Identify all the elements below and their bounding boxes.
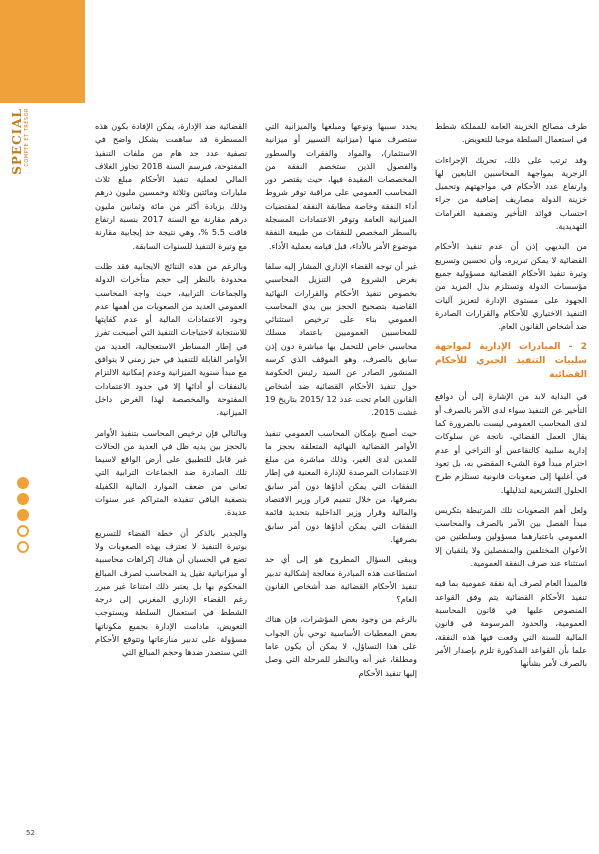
- page-number: 52: [26, 829, 35, 837]
- article-body: [95, 120, 587, 840]
- column-left: [95, 120, 247, 840]
- dot-2: [17, 493, 29, 505]
- column-right: [435, 120, 587, 840]
- paragraph: حيث أصبح بإمكان المحاسب العمومي تنفيذ الأوامر القضائية النهائية المتعلقة بحجز ما للمدين لدى الغير، وذلك مباشرة من مبلغ الاعتمادات المرصدة للإدارة المعنية في إطار النفقات التي يمكن أداؤها دون أمر سابق بصرفها، من خلال تتميم قرار وزير الاقتصاد والمالية وقرار وزير الداخلية بتحديد قائمة النفقات التي يمكن أداؤها دون أمر سابق بصرفها.: [265, 427, 417, 544]
- special-subtitle: COMPTE ET TRÉSOR: [24, 108, 30, 167]
- paragraph: بالرغم من وجود بعض المؤشرات، فإن هناك بعض المعطيات الأساسية توحي بأن الجواب على هذا التساؤل، لا يمكن أن يكون عاما ومطلقا، غير أنه وبالنظر للمرحلة التي وصل إليها تنفيذ الأحكام: [265, 614, 417, 678]
- paragraph: يحدد سببها ونوعها ومبلغها والميزانية التي ستصرف منها (ميزانية التسيير أو ميزانية الاستثمار)، والمواد والفقرات والسطور والفصول الذين ستخصم النفقة من المخصصات المقيدة فيها، حيث يقتصر دور المحاسب العمومي على مراقبة توفر شروط أداء النفقة وخاصة مطابقة النفقة لمقتضيات الميزانية العامة وتوفر الاعتمادات المسجلة بالسطر المخصص للنفقات من طبيعة النفقة موضوع الأمر بالأداء، قبل قيامه بعملية الأداء.: [265, 121, 417, 251]
- paragraph: ولعل أهم الصعوبات تلك المرتبطة بتكريس مبدأ الفصل بين الآمر بالصرف والمحاسب العمومي باعتبارهما مسؤولين وسلطتين من الأعوان المختلفين والمنفصلين ولا يلتقيان إلا استثناء عند صرف النفقة العمومية.: [435, 504, 587, 569]
- paragraph: القضائية ضد الإدارة، يمكن الإفادة بكون هذه المسطرة قد ساهمت بشكل واضح في تصفية عدد جد هام من ملفات التنفيذ المفتوحة، فبرسم السنة 2018 تجاوز الغلاف المالي لعملية تنفيذ الأحكام مبلغ ثلاث مليارات ومائتين وثلاثة وخمسين مليون درهم وذلك بزيادة أكثر من مائة وثمانين مليون درهم مقارنة مع السنة 2017 بنسبة ارتفاع فاقت 5.5 %، وهي نتيجة جد إيجابية مقارنة مع وتيرة التنفيذ للسنوات السابقة.: [95, 121, 247, 251]
- paragraph: وقد ترتب على ذلك، تحريك الإجراءات الزجرية بمواجهة المحاسبين التابعين لها وارتفاع عدد الأحكام في مواجهتهم وتحميل خزينة الدولة مصاريف إضافية من جراء احتساب فوائد التأخير وتصفية الغرامات التهديدية.: [435, 154, 587, 232]
- dot-3: [17, 509, 29, 521]
- paragraph: وبالتالي فإن ترخيص المحاسب بتنفيذ الأوامر بالحجز بين يديه ظل في العديد من الحالات غير قابل للتطبيق على أرض الواقع لاسيما تلك الصادرة ضد الجماعات الترابية التي تعاني من ضعف الموارد المالية الكفيلة بتصفية الباقي تنفيذه المتراكم عبر سنوات عديدة.: [95, 427, 247, 518]
- dot-4: [17, 525, 29, 537]
- paragraph: في البداية لابد من الإشارة إلى أن دوافع التأخير عن التنفيذ سواء لدى الآمر بالصرف أو لدى المحاسب العمومي ليست بالضرورة كما يقال العمل القضائي، ناتجة عن سلوكات إدارية سلبية كالتقاعس أو التراخي أو عدم احترام مبدأ قوة الشيء المقضي به، بل تعود في أغلبها إلى صعوبات قانونية تستلزم طرح الحلول التشريعية لتذليلها.: [435, 391, 587, 495]
- paragraph: طرف مصالح الخزينة العامة للمملكة شطط في استعمال السلطة موجبا للتعويض.: [435, 121, 587, 145]
- paragraph: غير أن توجه القضاء الإداري المشار إليه سلفا بغرض الشروع في التنزيل المحاسبي بخصوص تنفيذ الأحكام والقرارات النهائية القاضية بتصحيح الحجز بين يدي المحاسب العمومي بناء على ترخيص استثنائي للمحاسبين العموميين باعتماد مسلك محاسبي خاص للتحمل بها مباشرة دون إذن سابق بالصرف، وهو الموقف الذي كرسه المنشور الصادر عن السيد رئيس الحكومة حول تنفيذ الأحكام القضائية ضد أشخاص القانون العام تحت عدد 12 /2015 بتاريخ 19 غشت 2015.: [265, 260, 417, 418]
- paragraph: من البديهي إذن أن عدم تنفيذ الأحكام القضائية لا يمكن تبريره، وأن تحسين وتسريع وتيرة تنفيذ الأحكام القضائية مسؤولية جميع مؤسسات الدولة وتستلزم بذل المزيد من الجهود على مستوى الإدارة لتعزيز آليات التنفيذ الاختياري للأحكام والقرارات الصادرة ضد أشخاص القانون العام.: [435, 241, 587, 332]
- section-heading: 2 - المبادرات الإدارية لمواجهة سلبيات التنفيذ الجبري للأحكام القضائية: [435, 342, 587, 381]
- dot-5: [17, 541, 29, 553]
- paragraph: فالمبدأ العام لصرف أية نفقة عمومية بما فيه تنفيذ الأحكام القضائية يتم وفق القواعد المنصوص عليها في قانون المحاسبة العمومية، والحدود المرسومة في قانون المالية للسنة التي وقعت فيها هذه النفقة، علما بأن القواعد المذكورة تلزم بإصدار الأمر بالصرف لأمر بشأنها: [435, 578, 587, 669]
- special-label: SPECIAL: [10, 108, 24, 175]
- header-color-block: [0, 0, 85, 103]
- paragraph: وبالرغم من هذه النتائج الايجابية فقد ظلت محدودة بالنظر إلى حجم متأخرات الدولة والجماعات الترابية، حيث واجه المحاسب العمومي العديد من الصعوبات من أهمها عدم وجود الاعتمادات المالية أو عدم كفايتها للاستجابة لاحتياجات التنفيذ التي أصبحت تفرز في إطار المساطر الاستعجالية، العديد من الأوامر القابلة للتنفيذ في حيز زمني لا يتوافق مع مبدأ سنوية الميزانية وعدم إمكانية الالتزام بالنفقات أو أدائها إلا في حدود الاعتمادات المفتوحة والمخصصة لهذا الغرض داخل الميزانية.: [95, 260, 247, 418]
- section-side-label: [10, 108, 40, 198]
- paragraph: ويبقى السؤال المطروح هو إلى أي حد استطاعت هذه المبادرة معالجة إشكالية تدبير تنفيذ الأحكام القضائية ضد أشخاص القانون العام؟: [265, 554, 417, 605]
- column-middle: [265, 120, 417, 840]
- decorative-dots: [17, 477, 29, 553]
- dot-1: [17, 477, 29, 489]
- paragraph: والجدير بالذكر أن خطة القضاء للتسريع بوتيرة التنفيذ لا تعترف بهذه الصعوبات ولا تضع في الحسبان أن هناك إكراهات محاسبية أو ميزانياتية تقيل يد المحاسب لصرف المبالغ المحكوم بها بل يعتبر ذلك امتناعا غير مبرر رغم القضاء الإداري المغربي إلى درجة الشطط في استعمال السلطة ويستوجب التعويض، مادامت الإدارة بجميع مكوناتها مسؤولة على تدبير منازعاتها وتتوقع الأحكام التي ستصدر ضدها وحجم المبالغ التي: [95, 527, 247, 658]
